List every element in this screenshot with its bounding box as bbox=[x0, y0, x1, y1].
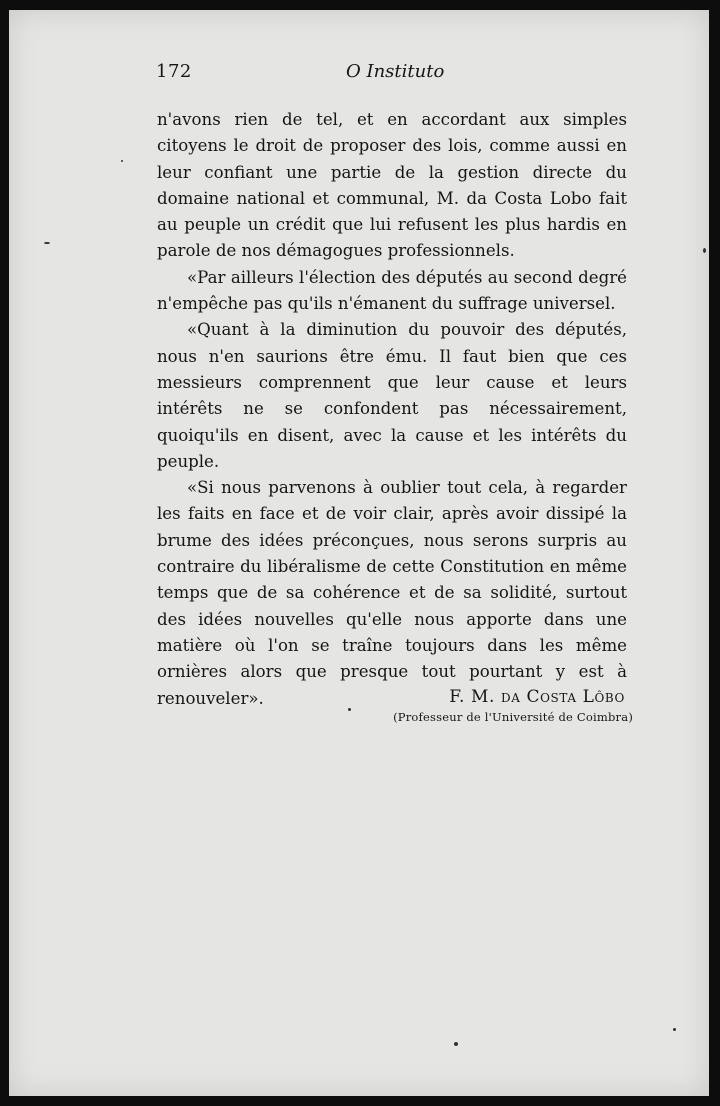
scan-speck bbox=[454, 1042, 458, 1046]
paragraph-4: «Si nous parvenons à oublier tout cela, à regarder les faits en face et de voir clair, après avoir dissipé la brume des idées préconçues, nous serons surpris au contraire du libéralisme de cette Constitution en même temps que de sa cohérence et de sa solidité, surtout des idées nouvelles qu'elle nous apporte dans une matière où l'on se traîne toujours dans les même ornières alors que presque tout pourtant y est à renouveler». bbox=[157, 478, 627, 708]
book-page bbox=[9, 10, 709, 1096]
author-name: F. M. da Costa Lôbo bbox=[449, 687, 625, 707]
running-header bbox=[156, 61, 556, 87]
scan-speck bbox=[121, 160, 123, 162]
page-number: 172 bbox=[156, 61, 192, 82]
scan-speck bbox=[673, 1028, 676, 1031]
scan-speck bbox=[44, 242, 50, 244]
scan-speck bbox=[348, 708, 351, 711]
scan-speck bbox=[703, 248, 706, 253]
body-text bbox=[157, 107, 627, 712]
author-affiliation: (Professeur de l'Université de Coimbra) bbox=[393, 710, 633, 724]
paragraph-3: «Quant à la diminution du pouvoir des députés, nous n'en saurions être ému. Il faut bien que ces messieurs comprennent que leur cause et leurs intérêts ne se confondent pas nécessairement, quoiqu'ils en disent, avec la cause et les intérêts du peuple. bbox=[157, 320, 627, 471]
signature-block bbox=[393, 685, 633, 725]
paragraph-2: «Par ailleurs l'élection des députés au second degré n'empêche pas qu'ils n'émanent du suffrage universel. bbox=[157, 267, 627, 314]
paragraph-1: n'avons rien de tel, et en accordant aux simples citoyens le droit de proposer des lois, comme aussi en leur confiant une partie de la gestion directe du domaine national et communal, M. da Costa Lobo fait au peuple un crédit que lui refusent les plus hardis en parole de nos démagogues professionnels. bbox=[157, 110, 627, 261]
journal-title: O Instituto bbox=[346, 61, 445, 82]
